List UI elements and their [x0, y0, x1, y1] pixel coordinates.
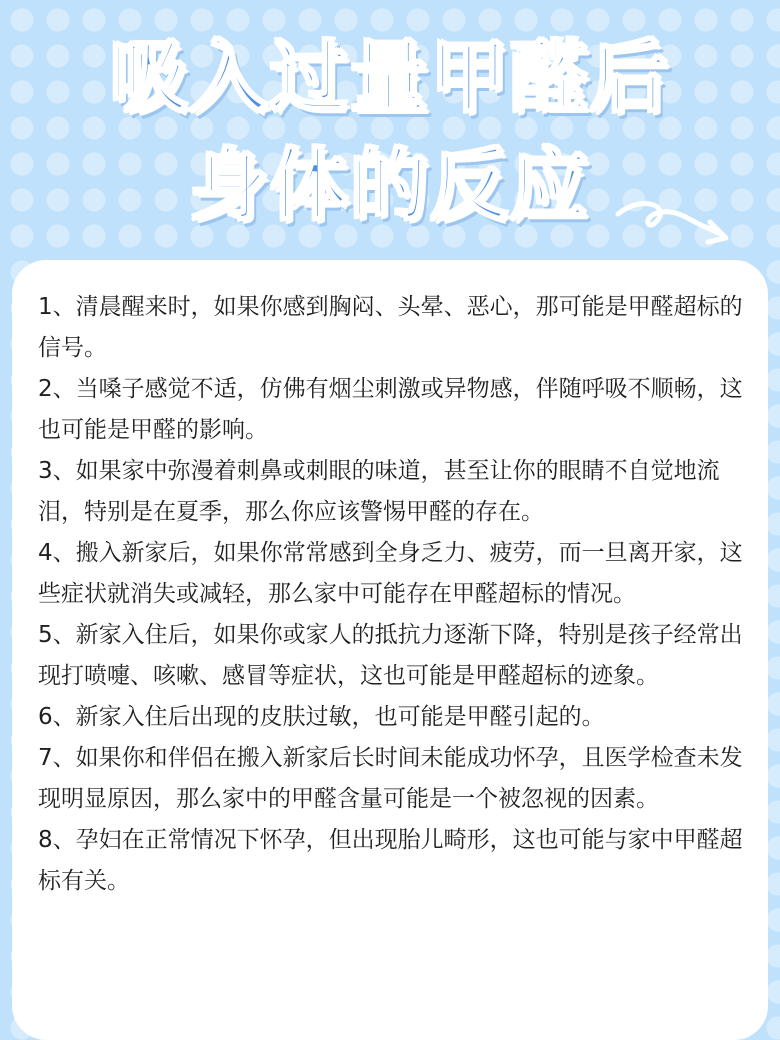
- list-item: 4、搬入新家后，如果你常常感到全身乏力、疲劳，而一旦离开家，这些症状就消失或减轻，那么家中可能存在甲醛超标的情况。: [38, 540, 743, 607]
- page-title-line-2: 身体的反应: [189, 141, 590, 231]
- list-item: 6、新家入住后出现的皮肤过敏，也可能是甲醛引起的。: [38, 704, 605, 730]
- list-item: 7、如果你和伴侣在搬入新家后长时间未能成功怀孕，且医学检查未发现明显原因，那么家中的甲醛含量可能是一个被忽视的因素。: [38, 745, 743, 812]
- list-item: 5、新家入住后，如果你或家人的抵抗力逐渐下降，特别是孩子经常出现打喷嚏、咳嗽、感冒等症状，这也可能是甲醛超标的迹象。: [38, 622, 743, 689]
- list-item: 1、清晨醒来时，如果你感到胸闷、头晕、恶心，那可能是甲醛超标的信号。: [38, 294, 743, 361]
- list-item: 2、当嗓子感觉不适，仿佛有烟尘刺激或异物感，伴随呼吸不顺畅，这也可能是甲醛的影响。: [38, 376, 743, 443]
- list-item: 3、如果家中弥漫着刺鼻或刺眼的味道，甚至让你的眼睛不自觉地流泪，特别是在夏季，那么你应该警惕甲醛的存在。: [38, 458, 720, 525]
- list-item: 8、孕妇在正常情况下怀孕，但出现胎儿畸形，这也可能与家中甲醛超标有关。: [38, 827, 743, 894]
- page-title-line-1: 吸入过量甲醛后: [109, 33, 670, 123]
- symptom-list: [38, 287, 750, 902]
- swirl-decoration-icon: [612, 184, 732, 254]
